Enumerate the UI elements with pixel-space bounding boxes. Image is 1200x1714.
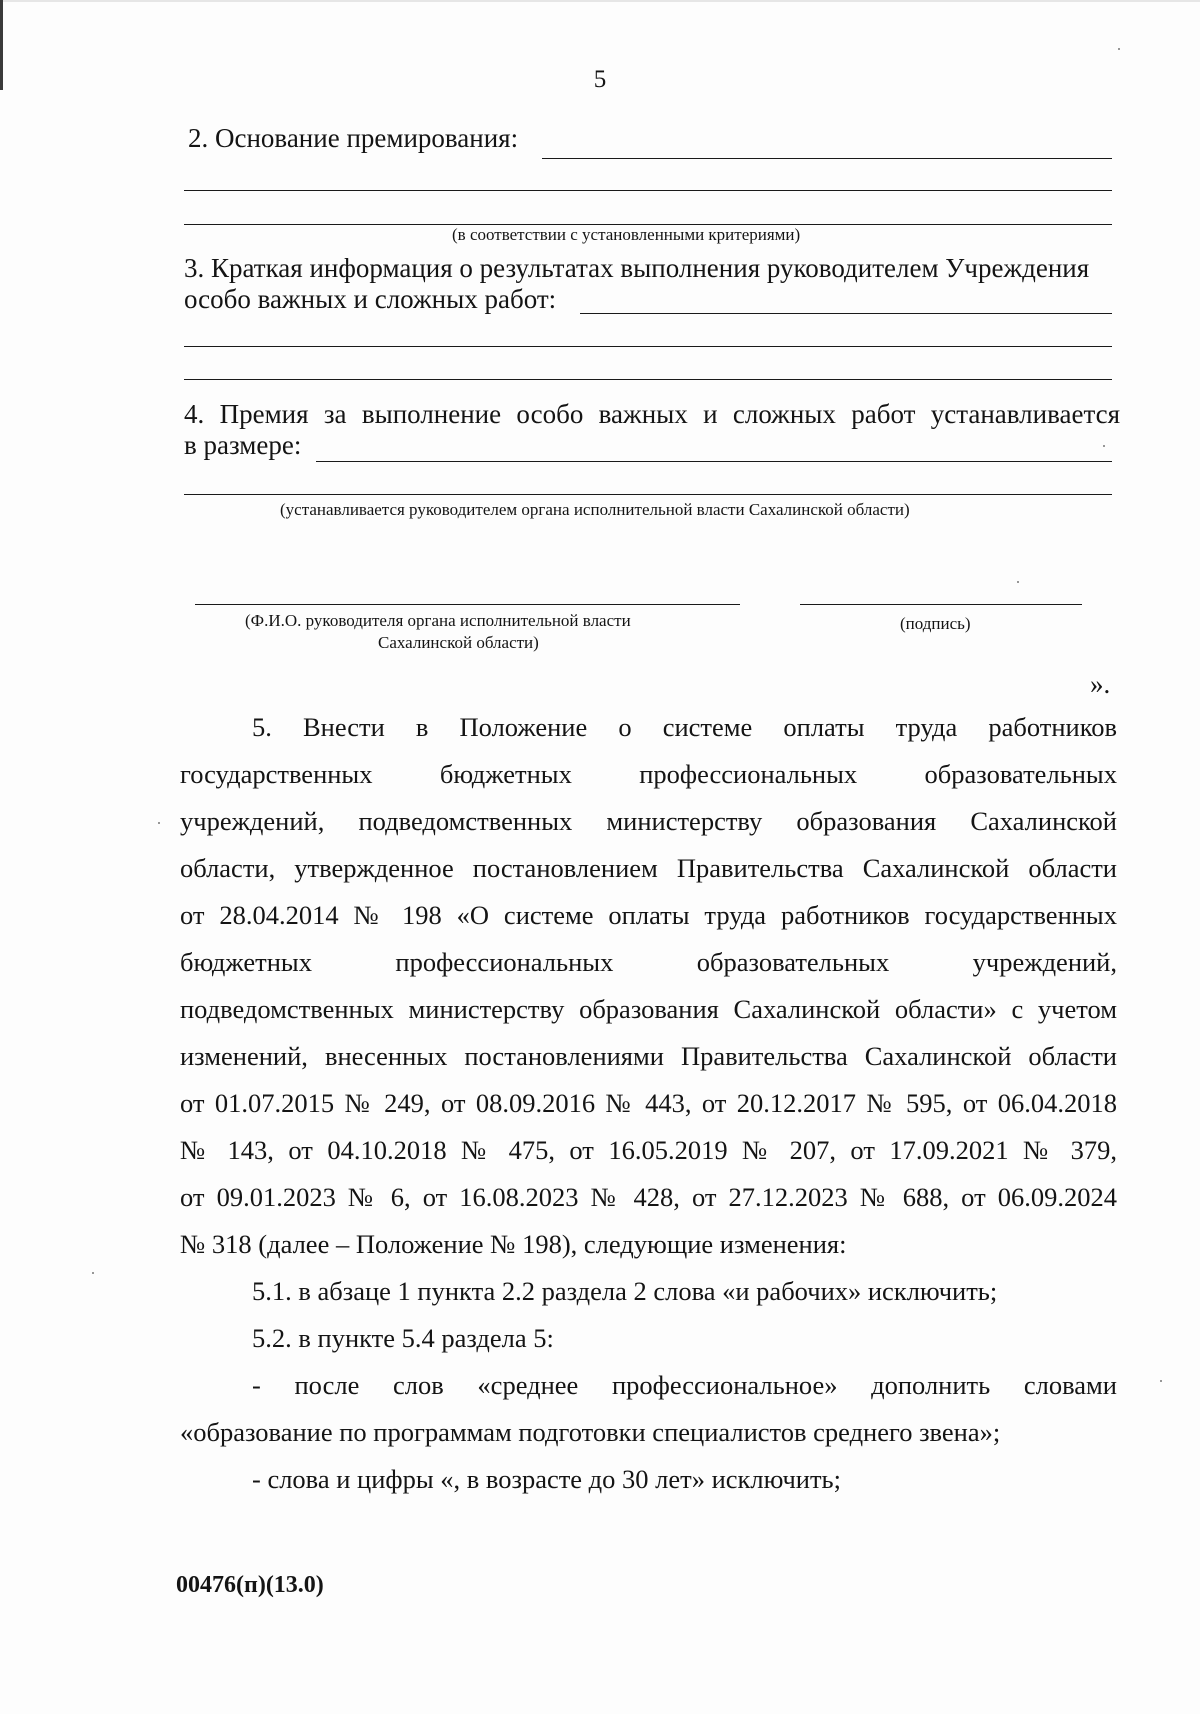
paragraph-5-line: от 01.07.2015 № 249, от 08.09.2016 № 443, от 20.12.2017 № 595, от 06.04.2018 — [180, 1088, 1117, 1118]
paragraph-5-line: от 28.04.2014 № 198 «О системе оплаты труда работников государственных — [180, 900, 1117, 930]
paragraph-5-1: 5.1. в абзаце 1 пункта 2.2 раздела 2 слова «и рабочих» исключить; — [252, 1276, 998, 1306]
scan-edge-top — [0, 0, 1200, 2]
scan-speck — [1103, 445, 1105, 447]
item3-fill-line — [184, 379, 1112, 380]
item2-fill-line — [542, 158, 1112, 159]
item3-line1: 3. Краткая информация о результатах выполнения руководителем Учреждения — [184, 253, 1090, 283]
scan-speck — [1160, 1380, 1162, 1382]
paragraph-5-2-dash1-line1: - после слов «среднее профессиональное» дополнить словами — [252, 1370, 1117, 1400]
paragraph-5-line: государственных бюджетных профессиональных образовательных — [180, 759, 1117, 789]
paragraph-5-line: от 09.01.2023 № 6, от 16.08.2023 № 428, от 27.12.2023 № 688, от 06.09.2024 — [180, 1182, 1117, 1212]
paragraph-5-line: 5. Внести в Положение о системе оплаты труда работников — [252, 712, 1117, 742]
signature-caption: (подпись) — [900, 614, 971, 633]
paragraph-5-line: подведомственных министерству образования Сахалинской области» с учетом — [180, 994, 1117, 1024]
closing-quote: ». — [1090, 669, 1111, 699]
scan-speck — [1118, 48, 1120, 50]
scan-speck — [1017, 581, 1019, 583]
page-number: 5 — [593, 66, 607, 93]
item4-fill-line — [184, 494, 1112, 495]
item2-label: 2. Основание премирования: — [188, 123, 519, 153]
paragraph-5-line: области, утвержденное постановлением Правительства Сахалинской области — [180, 853, 1117, 883]
paragraph-5-2-dash1-line2: «образование по программам подготовки специалистов среднего звена»; — [180, 1417, 1001, 1447]
fio-signature-line — [195, 604, 740, 605]
item3-line2: особо важных и сложных работ: — [184, 284, 557, 314]
paragraph-5-line: бюджетных профессиональных образовательных учреждений, — [180, 947, 1117, 977]
fio-caption-line2: Сахалинской области) — [378, 633, 539, 652]
item4-line2: в размере: — [184, 430, 302, 460]
signature-line — [800, 604, 1082, 605]
paragraph-5-2-dash2: - слова и цифры «, в возрасте до 30 лет» исключить; — [252, 1464, 841, 1494]
item2-caption: (в соответствии с установленными критериями) — [452, 225, 801, 244]
item3-fill-line — [580, 313, 1112, 314]
item2-fill-line — [184, 190, 1112, 191]
document-code: 00476(п)(13.0) — [176, 1572, 324, 1598]
paragraph-5-line: № 143, от 04.10.2018 № 475, от 16.05.2019 № 207, от 17.09.2021 № 379, — [180, 1135, 1117, 1165]
scan-speck — [158, 822, 160, 824]
paragraph-5-line: учреждений, подведомственных министерству образования Сахалинской — [180, 806, 1117, 836]
item4-fill-line — [316, 461, 1112, 462]
item4-caption: (устанавливается руководителем органа исполнительной власти Сахалинской области) — [280, 500, 910, 519]
paragraph-5-2: 5.2. в пункте 5.4 раздела 5: — [252, 1323, 554, 1353]
paragraph-5 — [180, 704, 1117, 1503]
item3-fill-line — [184, 346, 1112, 347]
fio-caption-line1: (Ф.И.О. руководителя органа исполнительной власти — [245, 611, 631, 630]
scan-speck — [92, 1272, 94, 1274]
paragraph-5-line: № 318 (далее – Положение № 198), следующие изменения: — [180, 1229, 847, 1259]
paragraph-5-line: изменений, внесенных постановлениями Правительства Сахалинской области — [180, 1041, 1117, 1071]
item4-line1: 4. Премия за выполнение особо важных и сложных работ устанавливается — [184, 399, 1120, 429]
